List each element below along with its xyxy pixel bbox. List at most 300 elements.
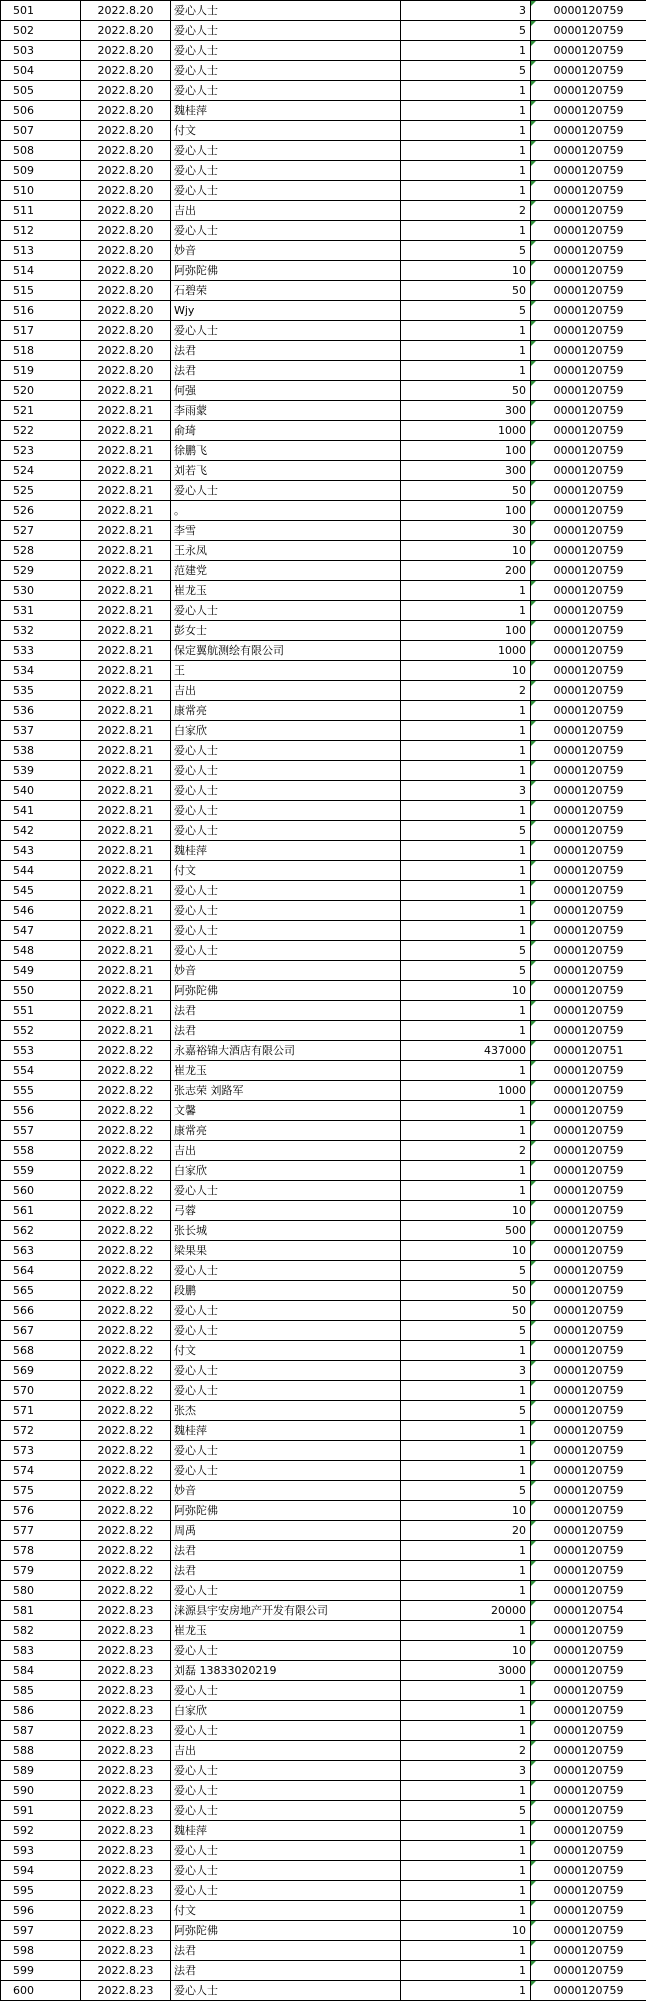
date-cell: 2022.8.20 <box>81 321 171 341</box>
amount-cell: 1 <box>401 361 531 381</box>
account-code-cell: 0000120759 <box>531 921 646 941</box>
row-number-cell: 538 <box>1 741 81 761</box>
donor-name-cell: 魏桂萍 <box>171 1821 401 1841</box>
table-row <box>1 461 646 481</box>
amount-cell: 5 <box>401 1321 531 1341</box>
account-code-cell: 0000120759 <box>531 1061 646 1081</box>
row-number-cell: 600 <box>1 1981 81 2001</box>
donor-name-cell: 付文 <box>171 121 401 141</box>
table-row <box>1 1381 646 1401</box>
account-code-cell: 0000120759 <box>531 1181 646 1201</box>
amount-cell: 100 <box>401 621 531 641</box>
row-number-cell: 523 <box>1 441 81 461</box>
date-cell: 2022.8.22 <box>81 1321 171 1341</box>
donor-name-cell: 张长城 <box>171 1221 401 1241</box>
table-row <box>1 1241 646 1261</box>
row-number-cell: 501 <box>1 1 81 21</box>
donor-name-cell: 法君 <box>171 1941 401 1961</box>
donor-name-cell: 爱心人士 <box>171 1861 401 1881</box>
donor-name-cell: 爱心人士 <box>171 21 401 41</box>
donor-name-cell: 爱心人士 <box>171 1 401 21</box>
account-code-cell: 0000120759 <box>531 1461 646 1481</box>
account-code-cell: 0000120759 <box>531 941 646 961</box>
date-cell: 2022.8.22 <box>81 1501 171 1521</box>
amount-cell: 1 <box>401 1421 531 1441</box>
donor-name-cell: 魏桂萍 <box>171 1421 401 1441</box>
table-row <box>1 1741 646 1761</box>
table-row <box>1 701 646 721</box>
row-number-cell: 554 <box>1 1061 81 1081</box>
donor-name-cell: 爱心人士 <box>171 1361 401 1381</box>
row-number-cell: 570 <box>1 1381 81 1401</box>
amount-cell: 1 <box>401 721 531 741</box>
date-cell: 2022.8.21 <box>81 421 171 441</box>
date-cell: 2022.8.21 <box>81 881 171 901</box>
date-cell: 2022.8.21 <box>81 721 171 741</box>
row-number-cell: 524 <box>1 461 81 481</box>
account-code-cell: 0000120759 <box>531 1141 646 1161</box>
donor-name-cell: 爱心人士 <box>171 1681 401 1701</box>
row-number-cell: 590 <box>1 1781 81 1801</box>
amount-cell: 1 <box>401 741 531 761</box>
account-code-cell: 0000120759 <box>531 1961 646 1981</box>
donor-name-cell: 阿弥陀佛 <box>171 1501 401 1521</box>
table-row <box>1 1021 646 1041</box>
table-row <box>1 1541 646 1561</box>
donor-name-cell: 吉出 <box>171 201 401 221</box>
donor-name-cell: 王 <box>171 661 401 681</box>
amount-cell: 3 <box>401 1 531 21</box>
row-number-cell: 571 <box>1 1401 81 1421</box>
amount-cell: 50 <box>401 381 531 401</box>
date-cell: 2022.8.20 <box>81 341 171 361</box>
table-row <box>1 1681 646 1701</box>
donor-name-cell: 魏桂萍 <box>171 841 401 861</box>
account-code-cell: 0000120754 <box>531 1601 646 1621</box>
donor-name-cell: 俞琦 <box>171 421 401 441</box>
table-row <box>1 1121 646 1141</box>
row-number-cell: 530 <box>1 581 81 601</box>
account-code-cell: 0000120759 <box>531 441 646 461</box>
date-cell: 2022.8.22 <box>81 1361 171 1381</box>
row-number-cell: 527 <box>1 521 81 541</box>
table-row <box>1 481 646 501</box>
date-cell: 2022.8.21 <box>81 441 171 461</box>
row-number-cell: 535 <box>1 681 81 701</box>
row-number-cell: 519 <box>1 361 81 381</box>
account-code-cell: 0000120759 <box>531 821 646 841</box>
row-number-cell: 561 <box>1 1201 81 1221</box>
donor-name-cell: 爱心人士 <box>171 481 401 501</box>
table-row <box>1 261 646 281</box>
date-cell: 2022.8.20 <box>81 181 171 201</box>
date-cell: 2022.8.21 <box>81 601 171 621</box>
date-cell: 2022.8.20 <box>81 241 171 261</box>
amount-cell: 1 <box>401 901 531 921</box>
row-number-cell: 567 <box>1 1321 81 1341</box>
account-code-cell: 0000120759 <box>531 421 646 441</box>
donor-name-cell: 爱心人士 <box>171 1261 401 1281</box>
amount-cell: 1 <box>401 1581 531 1601</box>
account-code-cell: 0000120759 <box>531 81 646 101</box>
donor-name-cell: 爱心人士 <box>171 1321 401 1341</box>
donor-name-cell: 爱心人士 <box>171 781 401 801</box>
date-cell: 2022.8.23 <box>81 1821 171 1841</box>
table-row <box>1 1901 646 1921</box>
account-code-cell: 0000120759 <box>531 1701 646 1721</box>
donor-name-cell: 。 <box>171 501 401 521</box>
donor-name-cell: 爱心人士 <box>171 881 401 901</box>
account-code-cell: 0000120759 <box>531 1781 646 1801</box>
amount-cell: 1 <box>401 761 531 781</box>
account-code-cell: 0000120759 <box>531 101 646 121</box>
amount-cell: 1 <box>401 341 531 361</box>
donor-name-cell: 康常亮 <box>171 701 401 721</box>
amount-cell: 5 <box>401 941 531 961</box>
row-number-cell: 516 <box>1 301 81 321</box>
row-number-cell: 562 <box>1 1221 81 1241</box>
amount-cell: 1000 <box>401 1081 531 1101</box>
table-row <box>1 561 646 581</box>
date-cell: 2022.8.22 <box>81 1261 171 1281</box>
donor-name-cell: 付文 <box>171 861 401 881</box>
account-code-cell: 0000120759 <box>531 181 646 201</box>
table-row <box>1 721 646 741</box>
amount-cell: 1 <box>401 1781 531 1801</box>
amount-cell: 1 <box>401 1061 531 1081</box>
date-cell: 2022.8.20 <box>81 221 171 241</box>
account-code-cell: 0000120759 <box>531 1741 646 1761</box>
account-code-cell: 0000120759 <box>531 1421 646 1441</box>
account-code-cell: 0000120759 <box>531 1641 646 1661</box>
account-code-cell: 0000120759 <box>531 1901 646 1921</box>
account-code-cell: 0000120759 <box>531 201 646 221</box>
account-code-cell: 0000120759 <box>531 1441 646 1461</box>
amount-cell: 1 <box>401 1381 531 1401</box>
amount-cell: 10 <box>401 1921 531 1941</box>
account-code-cell: 0000120759 <box>531 861 646 881</box>
amount-cell: 1 <box>401 1861 531 1881</box>
amount-cell: 3 <box>401 781 531 801</box>
table-row <box>1 661 646 681</box>
date-cell: 2022.8.23 <box>81 1921 171 1941</box>
amount-cell: 1 <box>401 921 531 941</box>
date-cell: 2022.8.22 <box>81 1101 171 1121</box>
date-cell: 2022.8.22 <box>81 1581 171 1601</box>
amount-cell: 1 <box>401 41 531 61</box>
date-cell: 2022.8.20 <box>81 301 171 321</box>
amount-cell: 1000 <box>401 641 531 661</box>
donor-name-cell: 爱心人士 <box>171 1581 401 1601</box>
account-code-cell: 0000120759 <box>531 481 646 501</box>
table-row <box>1 361 646 381</box>
date-cell: 2022.8.21 <box>81 561 171 581</box>
account-code-cell: 0000120759 <box>531 741 646 761</box>
table-row <box>1 821 646 841</box>
account-code-cell: 0000120759 <box>531 581 646 601</box>
row-number-cell: 540 <box>1 781 81 801</box>
row-number-cell: 552 <box>1 1021 81 1041</box>
amount-cell: 5 <box>401 301 531 321</box>
amount-cell: 1 <box>401 1901 531 1921</box>
date-cell: 2022.8.20 <box>81 81 171 101</box>
table-row <box>1 401 646 421</box>
account-code-cell: 0000120759 <box>531 41 646 61</box>
donor-name-cell: 爱心人士 <box>171 141 401 161</box>
row-number-cell: 504 <box>1 61 81 81</box>
amount-cell: 10 <box>401 661 531 681</box>
table-row <box>1 281 646 301</box>
donor-name-cell: 妙音 <box>171 961 401 981</box>
table-row <box>1 1601 646 1621</box>
date-cell: 2022.8.21 <box>81 801 171 821</box>
date-cell: 2022.8.21 <box>81 981 171 1001</box>
account-code-cell: 0000120759 <box>531 1161 646 1181</box>
row-number-cell: 558 <box>1 1141 81 1161</box>
amount-cell: 1 <box>401 321 531 341</box>
table-row <box>1 881 646 901</box>
account-code-cell: 0000120759 <box>531 1321 646 1341</box>
row-number-cell: 548 <box>1 941 81 961</box>
donor-name-cell: 爱心人士 <box>171 1181 401 1201</box>
date-cell: 2022.8.21 <box>81 901 171 921</box>
date-cell: 2022.8.22 <box>81 1141 171 1161</box>
row-number-cell: 583 <box>1 1641 81 1661</box>
account-code-cell: 0000120759 <box>531 721 646 741</box>
amount-cell: 1 <box>401 1541 531 1561</box>
account-code-cell: 0000120759 <box>531 1301 646 1321</box>
donor-name-cell: 魏桂萍 <box>171 101 401 121</box>
table-row <box>1 1061 646 1081</box>
row-number-cell: 595 <box>1 1881 81 1901</box>
table-row <box>1 1 646 21</box>
row-number-cell: 550 <box>1 981 81 1001</box>
row-number-cell: 502 <box>1 21 81 41</box>
row-number-cell: 560 <box>1 1181 81 1201</box>
amount-cell: 2 <box>401 1141 531 1161</box>
account-code-cell: 0000120759 <box>531 61 646 81</box>
account-code-cell: 0000120759 <box>531 1541 646 1561</box>
donor-name-cell: 阿弥陀佛 <box>171 261 401 281</box>
donor-name-cell: 法君 <box>171 1001 401 1021</box>
account-code-cell: 0000120759 <box>531 1921 646 1941</box>
amount-cell: 5 <box>401 1261 531 1281</box>
row-number-cell: 584 <box>1 1661 81 1681</box>
row-number-cell: 545 <box>1 881 81 901</box>
date-cell: 2022.8.20 <box>81 61 171 81</box>
date-cell: 2022.8.22 <box>81 1281 171 1301</box>
date-cell: 2022.8.23 <box>81 1981 171 2001</box>
amount-cell: 2 <box>401 201 531 221</box>
table-row <box>1 1981 646 2001</box>
date-cell: 2022.8.21 <box>81 541 171 561</box>
row-number-cell: 507 <box>1 121 81 141</box>
table-row <box>1 1401 646 1421</box>
date-cell: 2022.8.22 <box>81 1481 171 1501</box>
date-cell: 2022.8.21 <box>81 461 171 481</box>
table-row <box>1 161 646 181</box>
amount-cell: 1 <box>401 841 531 861</box>
amount-cell: 5 <box>401 61 531 81</box>
table-row <box>1 1781 646 1801</box>
table-row <box>1 1481 646 1501</box>
table-row <box>1 1521 646 1541</box>
amount-cell: 20 <box>401 1521 531 1541</box>
amount-cell: 5 <box>401 821 531 841</box>
table-row <box>1 1641 646 1661</box>
table-row <box>1 201 646 221</box>
donor-name-cell: 吉出 <box>171 1141 401 1161</box>
date-cell: 2022.8.22 <box>81 1201 171 1221</box>
date-cell: 2022.8.22 <box>81 1421 171 1441</box>
date-cell: 2022.8.22 <box>81 1301 171 1321</box>
account-code-cell: 0000120759 <box>531 981 646 1001</box>
date-cell: 2022.8.21 <box>81 501 171 521</box>
donor-name-cell: 白家欣 <box>171 1701 401 1721</box>
account-code-cell: 0000120759 <box>531 1721 646 1741</box>
account-code-cell: 0000120759 <box>531 561 646 581</box>
amount-cell: 5 <box>401 961 531 981</box>
amount-cell: 1 <box>401 1561 531 1581</box>
donor-name-cell: 爱心人士 <box>171 1381 401 1401</box>
date-cell: 2022.8.22 <box>81 1161 171 1181</box>
row-number-cell: 565 <box>1 1281 81 1301</box>
amount-cell: 300 <box>401 461 531 481</box>
table-row <box>1 1561 646 1581</box>
account-code-cell: 0000120759 <box>531 381 646 401</box>
table-row <box>1 1821 646 1841</box>
account-code-cell: 0000120759 <box>531 1801 646 1821</box>
account-code-cell: 0000120759 <box>531 521 646 541</box>
table-row <box>1 181 646 201</box>
table-row <box>1 1341 646 1361</box>
amount-cell: 3 <box>401 1361 531 1381</box>
account-code-cell: 0000120759 <box>531 301 646 321</box>
table-row <box>1 1321 646 1341</box>
row-number-cell: 592 <box>1 1821 81 1841</box>
date-cell: 2022.8.22 <box>81 1521 171 1541</box>
account-code-cell: 0000120759 <box>531 761 646 781</box>
donor-name-cell: 吉出 <box>171 1741 401 1761</box>
date-cell: 2022.8.20 <box>81 361 171 381</box>
amount-cell: 1 <box>401 701 531 721</box>
amount-cell: 2 <box>401 681 531 701</box>
table-row <box>1 61 646 81</box>
row-number-cell: 581 <box>1 1601 81 1621</box>
date-cell: 2022.8.21 <box>81 701 171 721</box>
account-code-cell: 0000120759 <box>531 1081 646 1101</box>
table-row <box>1 1161 646 1181</box>
donor-name-cell: 徐鹏飞 <box>171 441 401 461</box>
table-row <box>1 741 646 761</box>
account-code-cell: 0000120759 <box>531 1101 646 1121</box>
table-row <box>1 801 646 821</box>
donor-name-cell: 付文 <box>171 1901 401 1921</box>
amount-cell: 1 <box>401 121 531 141</box>
donor-name-cell: 王永凤 <box>171 541 401 561</box>
donor-name-cell: 张杰 <box>171 1401 401 1421</box>
account-code-cell: 0000120759 <box>531 1481 646 1501</box>
row-number-cell: 597 <box>1 1921 81 1941</box>
account-code-cell: 0000120759 <box>531 261 646 281</box>
amount-cell: 1 <box>401 141 531 161</box>
row-number-cell: 547 <box>1 921 81 941</box>
date-cell: 2022.8.23 <box>81 1661 171 1681</box>
row-number-cell: 573 <box>1 1441 81 1461</box>
row-number-cell: 513 <box>1 241 81 261</box>
account-code-cell: 0000120759 <box>531 121 646 141</box>
amount-cell: 1 <box>401 1721 531 1741</box>
donation-table-body <box>1 1 646 2001</box>
donor-name-cell: 付文 <box>171 1341 401 1361</box>
table-row <box>1 81 646 101</box>
amount-cell: 1 <box>401 1161 531 1181</box>
table-row <box>1 1961 646 1981</box>
row-number-cell: 596 <box>1 1901 81 1921</box>
donor-name-cell: 何强 <box>171 381 401 401</box>
table-row <box>1 1141 646 1161</box>
date-cell: 2022.8.23 <box>81 1761 171 1781</box>
table-row <box>1 961 646 981</box>
date-cell: 2022.8.21 <box>81 641 171 661</box>
table-row <box>1 1081 646 1101</box>
amount-cell: 1 <box>401 1341 531 1361</box>
donor-name-cell: 吉出 <box>171 681 401 701</box>
donor-name-cell: 爱心人士 <box>171 81 401 101</box>
table-row <box>1 941 646 961</box>
donor-name-cell: 爱心人士 <box>171 41 401 61</box>
row-number-cell: 531 <box>1 601 81 621</box>
account-code-cell: 0000120759 <box>531 661 646 681</box>
amount-cell: 1 <box>401 1181 531 1201</box>
row-number-cell: 587 <box>1 1721 81 1741</box>
donor-name-cell: 爱心人士 <box>171 1461 401 1481</box>
table-row <box>1 321 646 341</box>
amount-cell: 1 <box>401 581 531 601</box>
amount-cell: 30 <box>401 521 531 541</box>
amount-cell: 1 <box>401 1961 531 1981</box>
donor-name-cell: 爱心人士 <box>171 221 401 241</box>
account-code-cell: 0000120759 <box>531 1981 646 2001</box>
table-row <box>1 121 646 141</box>
date-cell: 2022.8.20 <box>81 161 171 181</box>
table-row <box>1 621 646 641</box>
donor-name-cell: 爱心人士 <box>171 941 401 961</box>
donor-name-cell: 爱心人士 <box>171 1441 401 1461</box>
donor-name-cell: 李雨蒙 <box>171 401 401 421</box>
amount-cell: 50 <box>401 1281 531 1301</box>
date-cell: 2022.8.22 <box>81 1461 171 1481</box>
account-code-cell: 0000120759 <box>531 1561 646 1581</box>
donor-name-cell: 弓蓉 <box>171 1201 401 1221</box>
account-code-cell: 0000120759 <box>531 1761 646 1781</box>
table-row <box>1 501 646 521</box>
account-code-cell: 0000120759 <box>531 1201 646 1221</box>
date-cell: 2022.8.23 <box>81 1601 171 1621</box>
donor-name-cell: 刘若飞 <box>171 461 401 481</box>
account-code-cell: 0000120759 <box>531 1361 646 1381</box>
row-number-cell: 532 <box>1 621 81 641</box>
row-number-cell: 576 <box>1 1501 81 1521</box>
amount-cell: 10 <box>401 261 531 281</box>
date-cell: 2022.8.21 <box>81 741 171 761</box>
donor-name-cell: 崔龙玉 <box>171 1061 401 1081</box>
table-row <box>1 241 646 261</box>
table-row <box>1 441 646 461</box>
account-code-cell: 0000120759 <box>531 801 646 821</box>
account-code-cell: 0000120759 <box>531 1241 646 1261</box>
row-number-cell: 559 <box>1 1161 81 1181</box>
